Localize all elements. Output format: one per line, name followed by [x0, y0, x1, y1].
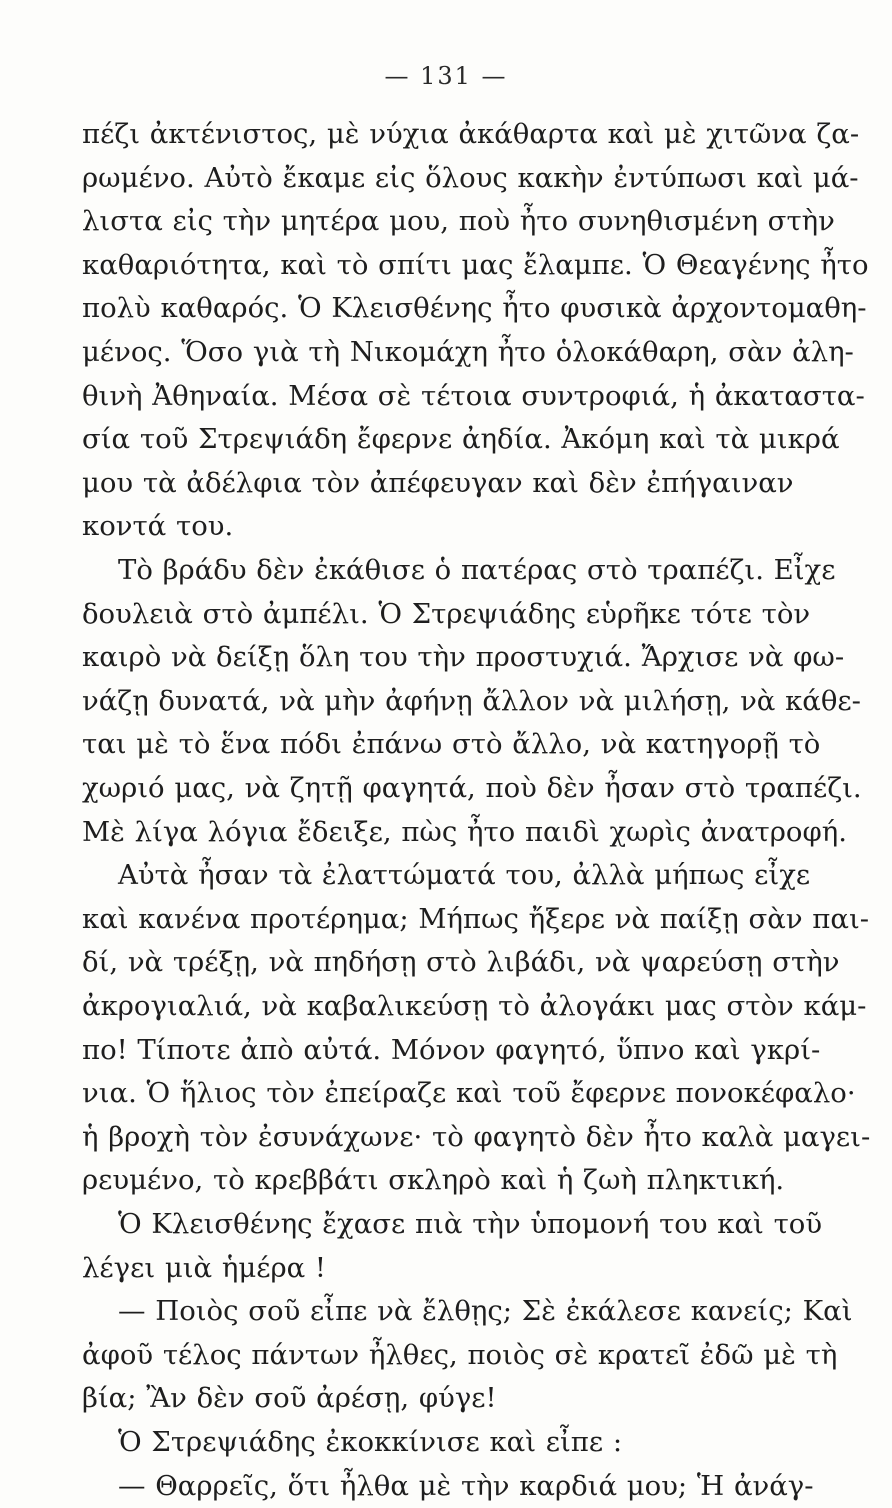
text-line: Αὐτὰ ἦσαν τὰ ἐλαττώματά του, ἀλλὰ μήπως εἶχε: [118, 859, 811, 891]
page-number: — 131 —: [384, 62, 508, 90]
text-line: μένος. Ὅσο γιὰ τὴ Νικομάχη ἦτο ὁλοκάθαρη, σὰν ἀλη-: [82, 336, 854, 368]
text-line: λέγει μιὰ ἡμέρα !: [82, 1252, 326, 1284]
text-line: ἡ βροχὴ τὸν ἐσυνάχωνε· τὸ φαγητὸ δὲν ἦτο καλὰ μαγει-: [82, 1121, 871, 1153]
text-line: καὶ κανένα προτέρημα; Μήπως ἤξερε νὰ παίξῃ σὰν παι-: [82, 903, 870, 935]
text-line: καθαριότητα, καὶ τὸ σπίτι μας ἔλαμπε. Ὁ Θεαγένης ἦτο: [82, 249, 869, 281]
text-line: πέζι ἀκτένιστος, μὲ νύχια ἀκάθαρτα καὶ μὲ χιτῶνα ζα-: [82, 118, 860, 150]
text-line: Μὲ λίγα λόγια ἔδειξε, πὼς ἦτο παιδὶ χωρὶς ἀνατροφή.: [82, 816, 847, 848]
text-line: — Θαρρεῖς, ὅτι ἦλθα μὲ τὴν καρδιά μου; Ἡ ἀνάγ-: [118, 1470, 814, 1502]
text-line: νάζῃ δυνατά, νὰ μὴν ἀφήνῃ ἄλλον νὰ μιλήσῃ, νὰ κάθε-: [82, 685, 861, 717]
text-line: ἀκρογιαλιά, νὰ καβαλικεύσῃ τὸ ἀλογάκι μας στὸν κάμ-: [82, 990, 867, 1022]
text-line: ρωμένο. Αὐτὸ ἔκαμε εἰς ὅλους κακὴν ἐντύπωσι καὶ μά-: [82, 162, 859, 194]
text-line: χωριό μας, νὰ ζητῇ φαγητά, ποὺ δὲν ἦσαν στὸ τραπέζι.: [82, 772, 862, 804]
text-line: βία; Ἂν δὲν σοῦ ἀρέσῃ, φύγε!: [82, 1382, 497, 1414]
text-line: ρευμένο, τὸ κρεββάτι σκληρὸ καὶ ἡ ζωὴ πληκτική.: [82, 1164, 785, 1196]
text-line: — Ποιὸς σοῦ εἶπε νὰ ἔλθῃς; Σὲ ἐκάλεσε κανείς; Καὶ: [118, 1295, 853, 1327]
text-line: ται μὲ τὸ ἕνα πόδι ἐπάνω στὸ ἄλλο, νὰ κατηγορῇ τὸ: [82, 728, 821, 760]
text-line: μου τὰ ἀδέλφια τὸν ἀπέφευγαν καὶ δὲν ἐπήγαιναν: [82, 467, 794, 499]
text-line: Τὸ βράδυ δὲν ἐκάθισε ὁ πατέρας στὸ τραπέζι. Εἶχε: [118, 554, 836, 586]
text-line: δί, νὰ τρέξῃ, νὰ πηδήσῃ στὸ λιβάδι, νὰ ψαρεύσῃ στὴν: [82, 946, 840, 978]
text-line: θινὴ Ἀθηναία. Μέσα σὲ τέτοια συντροφιά, ἡ ἀκαταστα-: [82, 380, 865, 412]
text-line: Ὁ Στρεψιάδης ἐκοκκίνισε καὶ εἶπε :: [118, 1426, 623, 1458]
text-line: δουλειὰ στὸ ἀμπέλι. Ὁ Στρεψιάδης εὑρῆκε τότε τὸν: [82, 598, 811, 630]
text-line: λιστα εἰς τὴν μητέρα μου, ποὺ ἦτο συνηθισμένη στὴν: [82, 205, 835, 237]
text-line: νια. Ὁ ἥλιος τὸν ἐπείραζε καὶ τοῦ ἔφερνε πονοκέφαλο·: [82, 1077, 856, 1109]
text-line: πο! Τίποτε ἀπὸ αὐτά. Μόνον φαγητό, ὕπνο καὶ γκρί-: [82, 1034, 821, 1066]
text-line: πολὺ καθαρός. Ὁ Κλεισθένης ἦτο φυσικὰ ἀρχοντομαθη-: [82, 292, 867, 324]
text-line: σία τοῦ Στρεψιάδη ἔφερνε ἀηδία. Ἀκόμη καὶ τὰ μικρά: [82, 423, 840, 455]
text-line: κοντά του.: [82, 510, 234, 542]
text-line: ἀφοῦ τέλος πάντων ἦλθες, ποιὸς σὲ κρατεῖ ἐδῶ μὲ τὴ: [82, 1339, 838, 1371]
text-line: Ὁ Κλεισθένης ἔχασε πιὰ τὴν ὑπομονή του καὶ τοῦ: [118, 1208, 823, 1240]
text-line: καιρὸ νὰ δείξῃ ὅλη του τὴν προστυχιά. Ἄρχισε νὰ φω-: [82, 641, 845, 673]
